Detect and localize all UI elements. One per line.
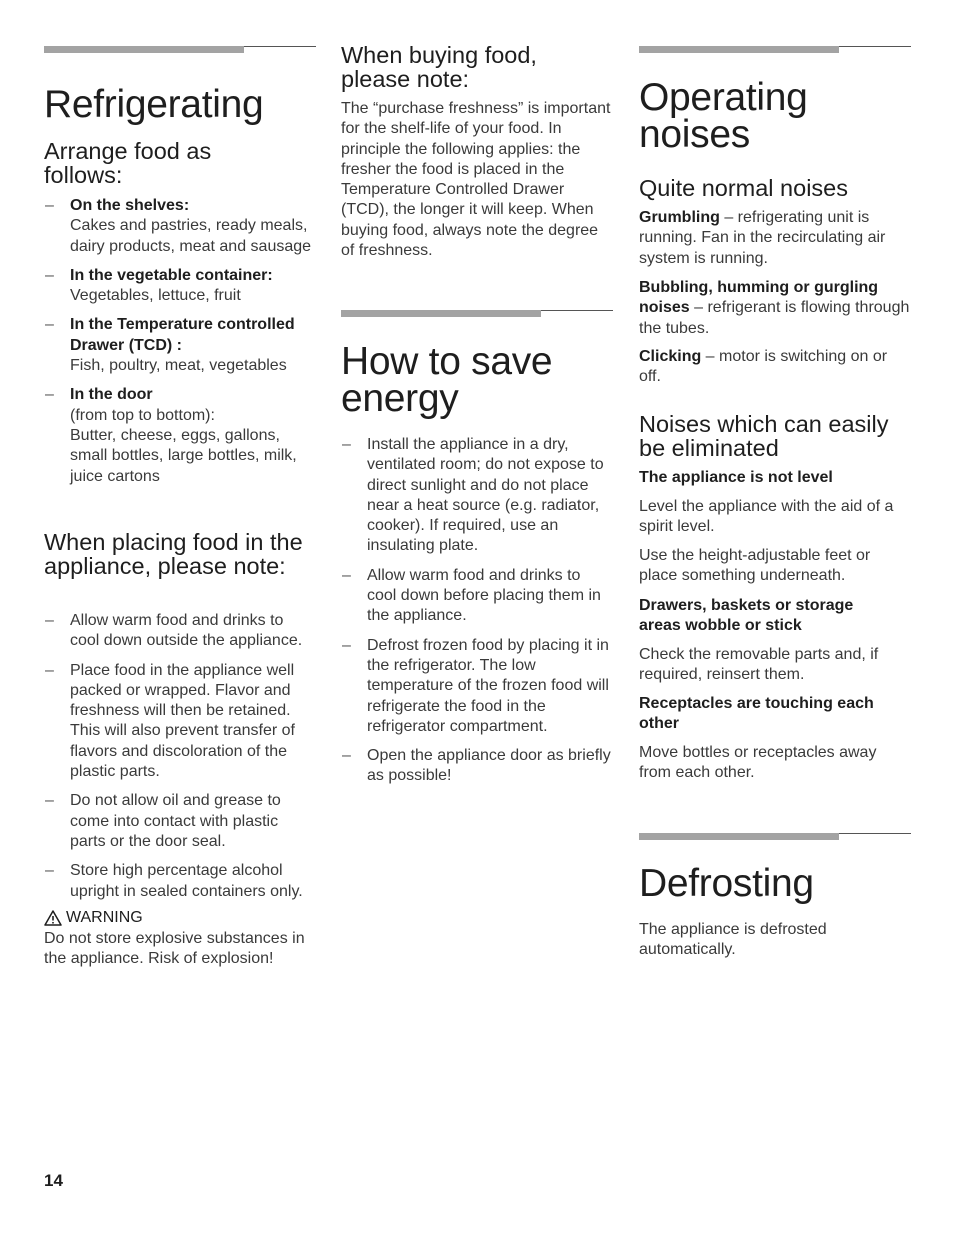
list-item-head: – In the Temperature controlled Drawer (TCD) : bbox=[70, 316, 295, 354]
level-title: The appliance is not level bbox=[639, 469, 833, 486]
page-number: 14 bbox=[44, 1171, 63, 1190]
placing-list bbox=[44, 611, 316, 902]
noise-desc: – refrigerating unit is running. Fan in the recirculating air system is running. bbox=[639, 209, 886, 267]
list-item-head: – In the vegetable container: bbox=[70, 266, 273, 284]
list-item: – Do not allow oil and grease to come into contact with plastic parts or the door seal. bbox=[44, 791, 316, 852]
warning-text-label: WARNING bbox=[66, 909, 143, 926]
noise-term: Clicking bbox=[639, 348, 702, 365]
receptacles-title: Receptacles are touching each other bbox=[639, 695, 874, 733]
list-item bbox=[44, 385, 316, 486]
save-energy-title: How to save energy bbox=[341, 340, 553, 420]
list-item: – Install the appliance in a dry, ventilated room; do not expose to direct sunlight and do not place near a heat source (e.g. radiator, cooker). If required, use an insulating plate. bbox=[341, 435, 613, 557]
list-item-text: Fish, poultry, meat, vegetables bbox=[70, 357, 287, 375]
list-item-text: (from top to bottom): bbox=[70, 406, 215, 424]
noise-bubbling bbox=[639, 278, 911, 339]
noises-title: Operating noises bbox=[639, 76, 808, 156]
section-rule bbox=[341, 310, 613, 317]
placing-heading: When placing food in the appliance, please note: bbox=[44, 529, 303, 579]
section-rule bbox=[639, 46, 911, 53]
list-item bbox=[44, 266, 316, 307]
arrange-heading: Arrange food as follows: bbox=[44, 138, 212, 188]
list-item: – Store high percentage alcohol upright in sealed containers only. bbox=[44, 861, 316, 902]
arrange-list bbox=[44, 196, 316, 487]
normal-noises-heading: Quite normal noises bbox=[639, 175, 848, 201]
list-item-head: – In the door bbox=[70, 386, 153, 404]
list-item: – Open the appliance door as briefly as possible! bbox=[341, 746, 613, 787]
warning-text: Do not store explosive substances in the appliance. Risk of explosion! bbox=[44, 930, 305, 968]
warning-label bbox=[44, 908, 143, 928]
defrosting-title: Defrosting bbox=[639, 862, 814, 905]
list-item-text: Butter, cheese, eggs, gallons, small bottles, large bottles, milk, juice cartons bbox=[70, 426, 297, 485]
buying-text: The “purchase freshness” is important for the shelf-life of your food. In principle the following applies: the fresher the food is placed in the Temperature Controlled Drawer (TCD), the longer it will keep. When buying food, always note the degree of freshness. bbox=[341, 100, 611, 260]
list-item: – Defrost frozen food by placing it in the refrigerator. The low temperature of the frozen food will refrigerate the food in the refrigerator compartment. bbox=[341, 636, 613, 737]
level-text-2: Use the height-adjustable feet or place something underneath. bbox=[639, 547, 871, 585]
noise-desc: – refrigerant is flowing through the tubes. bbox=[639, 299, 910, 337]
defrosting-text: The appliance is defrosted automatically. bbox=[639, 921, 827, 959]
section-rule bbox=[44, 46, 316, 53]
noise-grumbling bbox=[639, 208, 911, 269]
noise-desc: – motor is switching on or off. bbox=[639, 348, 888, 386]
list-item bbox=[44, 315, 316, 376]
receptacles-text: Move bottles or receptacles away from each other. bbox=[639, 744, 877, 782]
refrigerating-title: Refrigerating bbox=[44, 83, 264, 126]
level-text-1: Level the appliance with the aid of a spirit level. bbox=[639, 498, 894, 536]
list-item-head: – On the shelves: bbox=[70, 197, 190, 214]
list-item: – Allow warm food and drinks to cool down before placing them in the appliance. bbox=[341, 566, 613, 627]
list-item: – Allow warm food and drinks to cool down outside the appliance. bbox=[44, 611, 316, 652]
drawers-title: Drawers, baskets or storage areas wobble or stick bbox=[639, 597, 854, 635]
buying-heading: When buying food, please note: bbox=[341, 42, 537, 92]
save-energy-list bbox=[341, 435, 613, 787]
column-refrigerating bbox=[44, 0, 316, 968]
list-item: – Place food in the appliance well packed or wrapped. Flavor and freshness will then be retained. This will also prevent transfer of flavors and discoloration of the plastic parts. bbox=[44, 661, 316, 783]
list-item-text: Vegetables, lettuce, fruit bbox=[70, 287, 241, 305]
list-item bbox=[44, 196, 316, 257]
noise-term: Grumbling bbox=[639, 209, 720, 226]
drawers-text: Check the removable parts and, if required, reinsert them. bbox=[639, 646, 879, 684]
section-rule bbox=[639, 833, 911, 840]
list-item-text: Cakes and pastries, ready meals, dairy products, meat and sausage bbox=[70, 217, 312, 255]
noise-term: Bubbling, humming or gurgling noises bbox=[639, 279, 879, 317]
eliminated-heading: Noises which can easily be eliminated bbox=[639, 411, 889, 461]
noise-clicking bbox=[639, 347, 911, 388]
warning-triangle-icon bbox=[44, 910, 62, 926]
